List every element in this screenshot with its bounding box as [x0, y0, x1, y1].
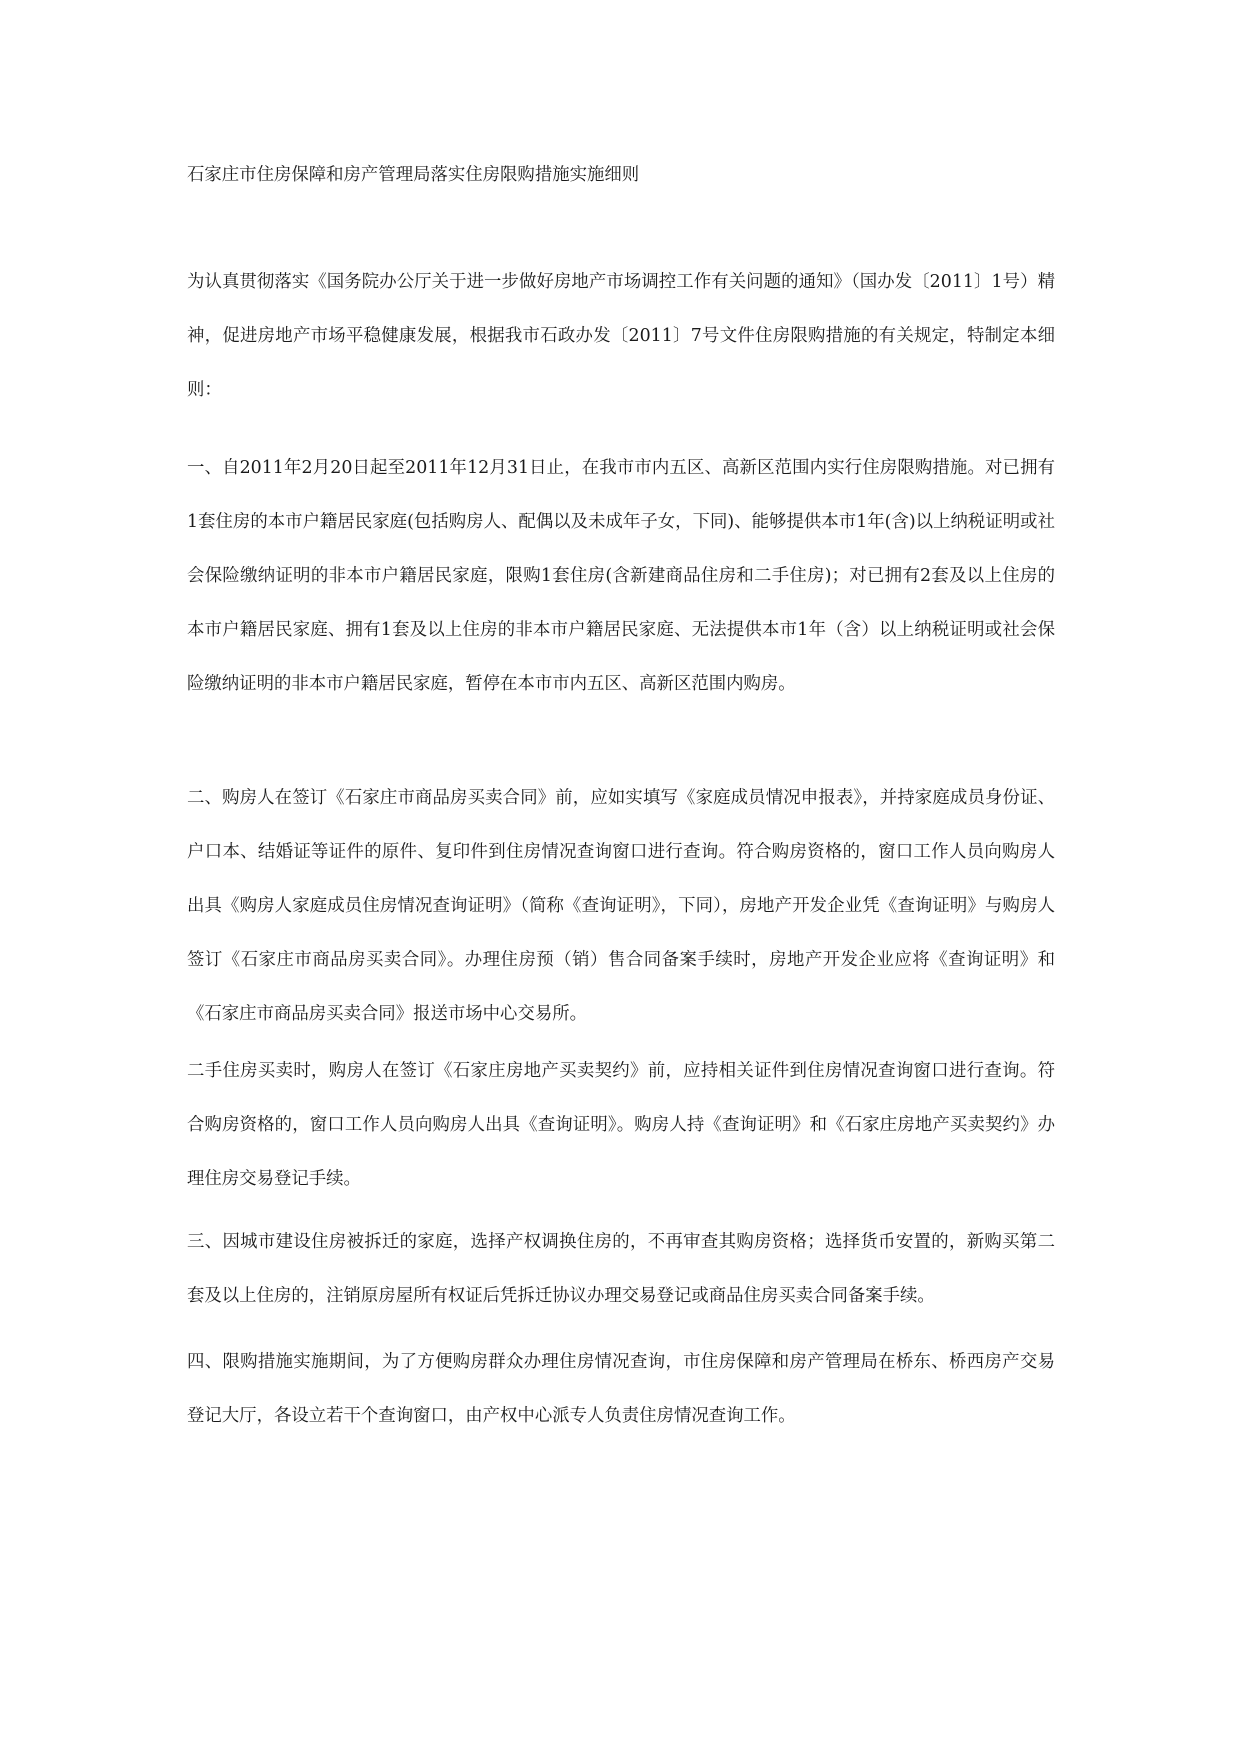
paragraph-section-1: 一、自2011年2月20日起至2011年12月31日止，在我市市内五区、高新区范围内实行住房限购措施。对已拥有1套住房的本市户籍居民家庭(包括购房人、配偶以及未成年子女，下同)、能够提供本市1年(含)以上纳税证明或社会保险缴纳证明的非本市户籍居民家庭，限购1套住房(含新建商品住房和二手住房)；对已拥有2套及以上住房的本市户籍居民家庭、拥有1套及以上住房的非本市户籍居民家庭、无法提供本市1年（含）以上纳税证明或社会保险缴纳证明的非本市户籍居民家庭，暂停在本市市内五区、高新区范围内购房。: [187, 458, 1055, 694]
paragraph-section-4: 四、限购措施实施期间，为了方便购房群众办理住房情况查询，市住房保障和房产管理局在桥东、桥西房产交易登记大厅，各设立若干个查询窗口，由产权中心派专人负责住房情况查询工作。: [187, 1352, 1055, 1426]
paragraph-section-3: 三、因城市建设住房被拆迁的家庭，选择产权调换住房的，不再审查其购房资格；选择货币安置的，新购买第二套及以上住房的，注销原房屋所有权证后凭拆迁协议办理交易登记或商品住房买卖合同备案手续。: [187, 1232, 1055, 1306]
paragraph-second-hand-housing: 二手住房买卖时，购房人在签订《石家庄房地产买卖契约》前，应持相关证件到住房情况查询窗口进行查询。符合购房资格的，窗口工作人员向购房人出具《查询证明》。购房人持《查询证明》和《石家庄房地产买卖契约》办理住房交易登记手续。: [187, 1061, 1055, 1189]
document-title: 石家庄市住房保障和房产管理局落实住房限购措施实施细则: [187, 165, 640, 185]
paragraph-section-2: 二、购房人在签订《石家庄市商品房买卖合同》前，应如实填写《家庭成员情况申报表》，并持家庭成员身份证、户口本、结婚证等证件的原件、复印件到住房情况查询窗口进行查询。符合购房资格的，窗口工作人员向购房人出具《购房人家庭成员住房情况查询证明》（简称《查询证明》，下同），房地产开发企业凭《查询证明》与购房人签订《石家庄市商品房买卖合同》。办理住房预（销）售合同备案手续时，房地产开发企业应将《查询证明》和《石家庄市商品房买卖合同》报送市场中心交易所。: [187, 788, 1055, 1024]
paragraph-intro: 为认真贯彻落实《国务院办公厅关于进一步做好房地产市场调控工作有关问题的通知》（国办发〔2011〕1号）精神，促进房地产市场平稳健康发展，根据我市石政办发〔2011〕7号文件住房限购措施的有关规定，特制定本细则：: [187, 272, 1055, 400]
